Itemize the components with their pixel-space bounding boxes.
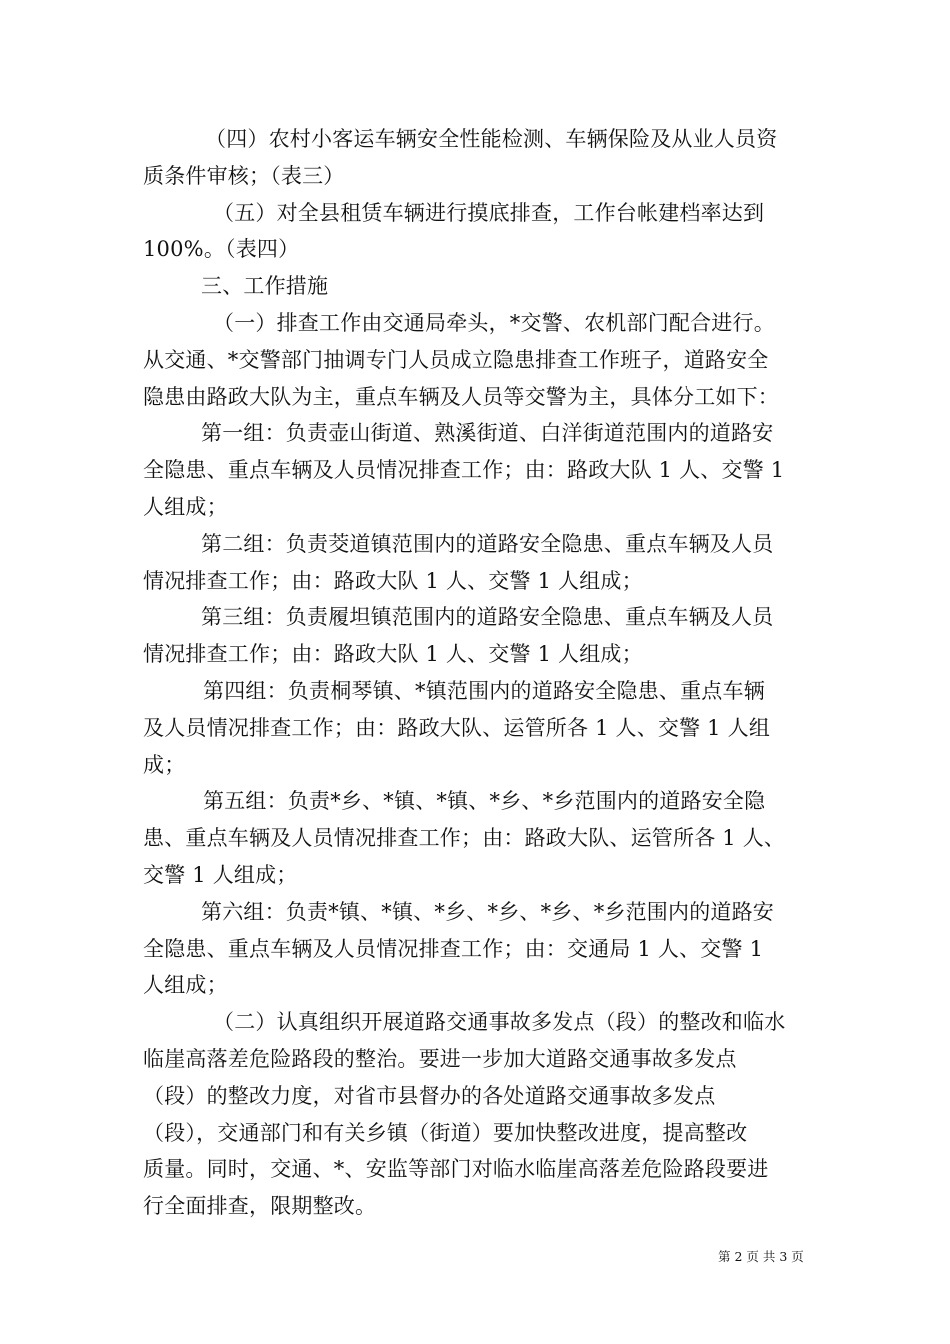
group-5-line-1: 第五组：负责*乡、*镇、*镇、*乡、*乡范围内的道路安全隐 [203, 789, 766, 814]
measure-2-line-6: 行全面排查，限期整改。 [143, 1194, 377, 1219]
measure-1-line-2: 从交通、*交警部门抽调专门人员成立隐患排查工作班子，道路安全 [143, 347, 769, 372]
measure-2-line-5: 质量。同时，交通、*、安监等部门对临水临崖高落差危险路段要进 [143, 1157, 769, 1182]
group-6-line-1: 第六组：负责*镇、*镇、*乡、*乡、*乡、*乡范围内的道路安 [201, 899, 774, 924]
group-3-line-1: 第三组：负责履坦镇范围内的道路安全隐患、重点车辆及人员 [201, 605, 774, 630]
group-6-line-3: 人组成； [143, 973, 228, 998]
paragraph-5-line-1: （五）对全县租赁车辆进行摸底排查，工作台帐建档率达到 [213, 200, 765, 225]
group-4-line-3: 成； [143, 752, 186, 777]
group-1-line-1: 第一组：负责壶山街道、熟溪街道、白洋街道范围内的道路安 [201, 421, 774, 446]
document-body [143, 121, 811, 1225]
group-6-line-2: 全隐患、重点车辆及人员情况排查工作；由：交通局 1 人、交警 1 [143, 936, 764, 961]
measure-2-line-3: （段）的整改力度，对省市县督办的各处道路交通事故多发点 [143, 1083, 716, 1108]
group-5-line-2: 患、重点车辆及人员情况排查工作；由：路政大队、运管所各 1 人、 [143, 826, 786, 851]
group-2-line-1: 第二组：负责茭道镇范围内的道路安全隐患、重点车辆及人员 [201, 531, 774, 556]
group-5-line-3: 交警 1 人组成； [143, 862, 298, 887]
group-3-line-2: 情况排查工作；由：路政大队 1 人、交警 1 人组成； [143, 642, 643, 667]
measure-1-line-3: 隐患由路政大队为主，重点车辆及人员等交警为主，具体分工如下： [143, 384, 779, 409]
page-number-footer: 第 2 页 共 3 页 [718, 1249, 804, 1264]
group-4-line-2: 及人员情况排查工作；由：路政大队、运管所各 1 人、交警 1 人组 [143, 715, 771, 740]
paragraph-4-line-1: （四）农村小客运车辆安全性能检测、车辆保险及从业人员资 [205, 127, 778, 151]
measure-2-line-2: 临崖高落差危险路段的整治。要进一步加大道路交通事故多发点 [143, 1046, 737, 1071]
measure-1-line-1: （一）排查工作由交通局牵头，*交警、农机部门配合进行。 [213, 310, 775, 335]
section-heading-measures: 三、工作措施 [201, 274, 329, 299]
group-1-line-2: 全隐患、重点车辆及人员情况排查工作；由：路政大队 1 人、交警 1 [143, 458, 785, 483]
paragraph-5-line-2: 100%。（表四） [143, 237, 300, 262]
group-2-line-2: 情况排查工作；由：路政大队 1 人、交警 1 人组成； [143, 568, 643, 593]
group-1-line-3: 人组成； [143, 494, 228, 519]
measure-2-line-4: （段），交通部门和有关乡镇（街道）要加快整改进度，提高整改 [143, 1120, 748, 1145]
measure-2-line-1: （二）认真组织开展道路交通事故多发点（段）的整改和临水 [213, 1010, 786, 1035]
paragraph-4-line-2: 质条件审核；（表三） [143, 163, 345, 188]
group-4-line-1: 第四组：负责桐琴镇、*镇范围内的道路安全隐患、重点车辆 [203, 678, 765, 703]
